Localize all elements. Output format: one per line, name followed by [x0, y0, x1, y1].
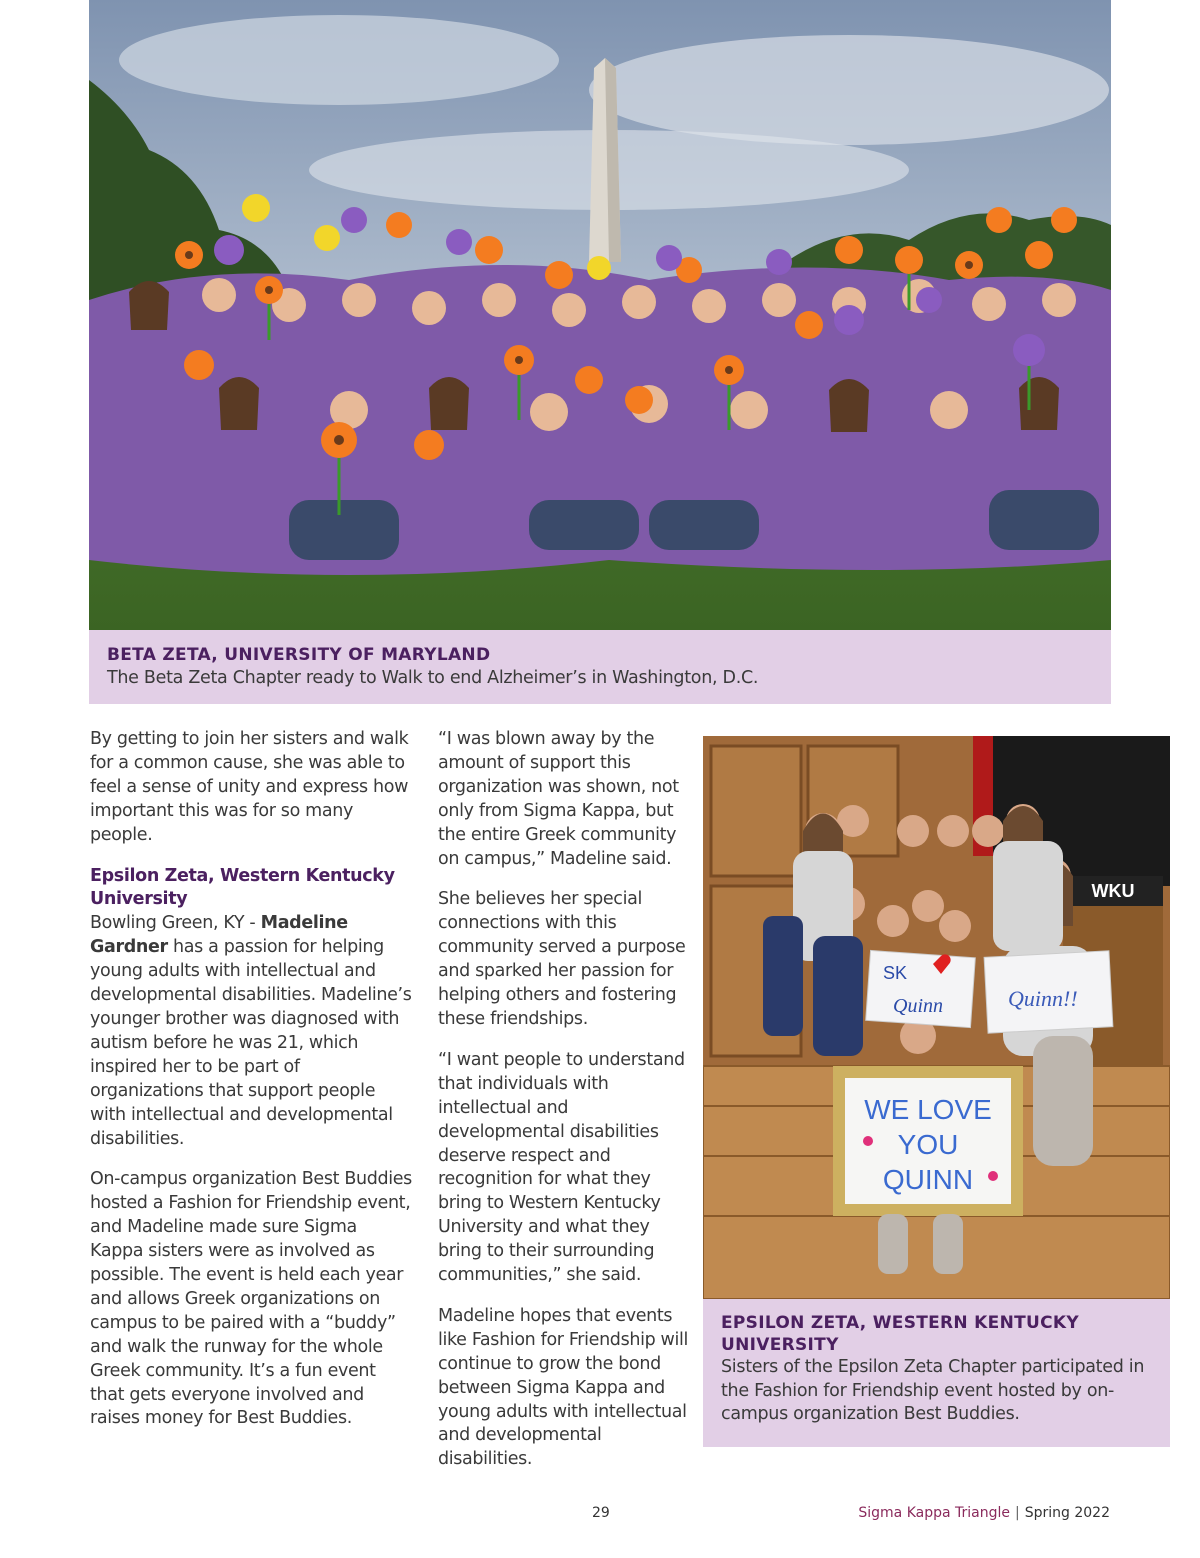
stage-group-illustration — [703, 736, 1170, 1299]
top-photo-caption — [89, 630, 1111, 704]
quote-paragraph: “I was blown away by the amount of support this organization was shown, not only from Sigma Kappa, but the entire Greek community on campus,” Madeline said. — [438, 729, 679, 869]
sign-left-line-1: SK — [883, 963, 908, 983]
paragraph: By getting to join her sisters and walk for a common cause, she was able to feel a sense of unity and express how important this was for so many people. — [90, 729, 409, 845]
paragraph: She believes her special connections with this community served a purpose and sparked her passion for helping others and fostering these friendships. — [438, 889, 686, 1029]
person-name: Madeline Gardner — [90, 913, 348, 958]
sign-main-line-1: WE LOVE — [864, 1094, 992, 1125]
sign-main-line-3: QUINN — [882, 1164, 974, 1195]
issue-label: Spring 2022 — [1024, 1505, 1110, 1521]
right-caption-text: Sisters of the Epsilon Zeta Chapter participated in the Fashion for Friendship event hosted by on-campus organization Best Buddies. — [721, 1357, 1145, 1424]
paragraph: Madeline hopes that events like Fashion for Friendship will continue to grow the bond between Sigma Kappa and young adults with intellectual and developmental disabilities. — [438, 1305, 689, 1470]
article-column-1 — [90, 728, 412, 1448]
quote-paragraph: “I want people to understand that individuals with intellectual and developmental disabilities deserve respect and recognition for what they bring to Western Kentucky University and what they bring to their surrounding communities,” she said. — [438, 1049, 685, 1286]
monument-group-illustration — [89, 0, 1111, 630]
sign-left-line-2: Quinn — [893, 995, 943, 1017]
top-photo — [89, 0, 1111, 630]
podium-label: WKU — [1091, 881, 1135, 901]
top-caption-title: BETA ZETA, UNIVERSITY OF MARYLAND — [107, 645, 491, 665]
paragraph: On-campus organization Best Buddies hosted a Fashion for Friendship event, and Madeline made sure Sigma Kappa sisters were as involved as possible. The event is held each year and allows Greek organizations on campus to be paired with a “buddy” and walk the runway for the whole Greek community. It’s a fun event that gets everyone involved and raises money for Best Buddies. — [90, 1169, 412, 1429]
right-photo — [703, 736, 1170, 1299]
section-subheading: Epsilon Zeta, Western Kentucky University — [90, 865, 395, 910]
page-number: 29 — [592, 1505, 610, 1521]
dateline: Bowling Green, KY - — [90, 913, 261, 934]
right-caption-title: EPSILON ZETA, WESTERN KENTUCKY UNIVERSITY — [721, 1313, 1079, 1355]
paragraph-text: has a passion for helping young adults with intellectual and developmental disabilities. Madeline’s younger brother was diagnosed with autism before he was 21, which inspired her to be part of organizations that support people with intellectual and developmental disabilities. — [90, 937, 412, 1149]
article-column-2 — [438, 728, 690, 1489]
top-caption-text: The Beta Zeta Chapter ready to Walk to end Alzheimer’s in Washington, D.C. — [107, 668, 759, 688]
footer-publication-info — [858, 1505, 1110, 1521]
publication-name: Sigma Kappa Triangle — [858, 1505, 1011, 1521]
right-photo-caption — [703, 1299, 1170, 1447]
footer-separator: | — [1015, 1505, 1020, 1521]
sign-main-line-2: YOU — [897, 1129, 959, 1160]
sign-right-text: Quinn!! — [1008, 986, 1078, 1011]
